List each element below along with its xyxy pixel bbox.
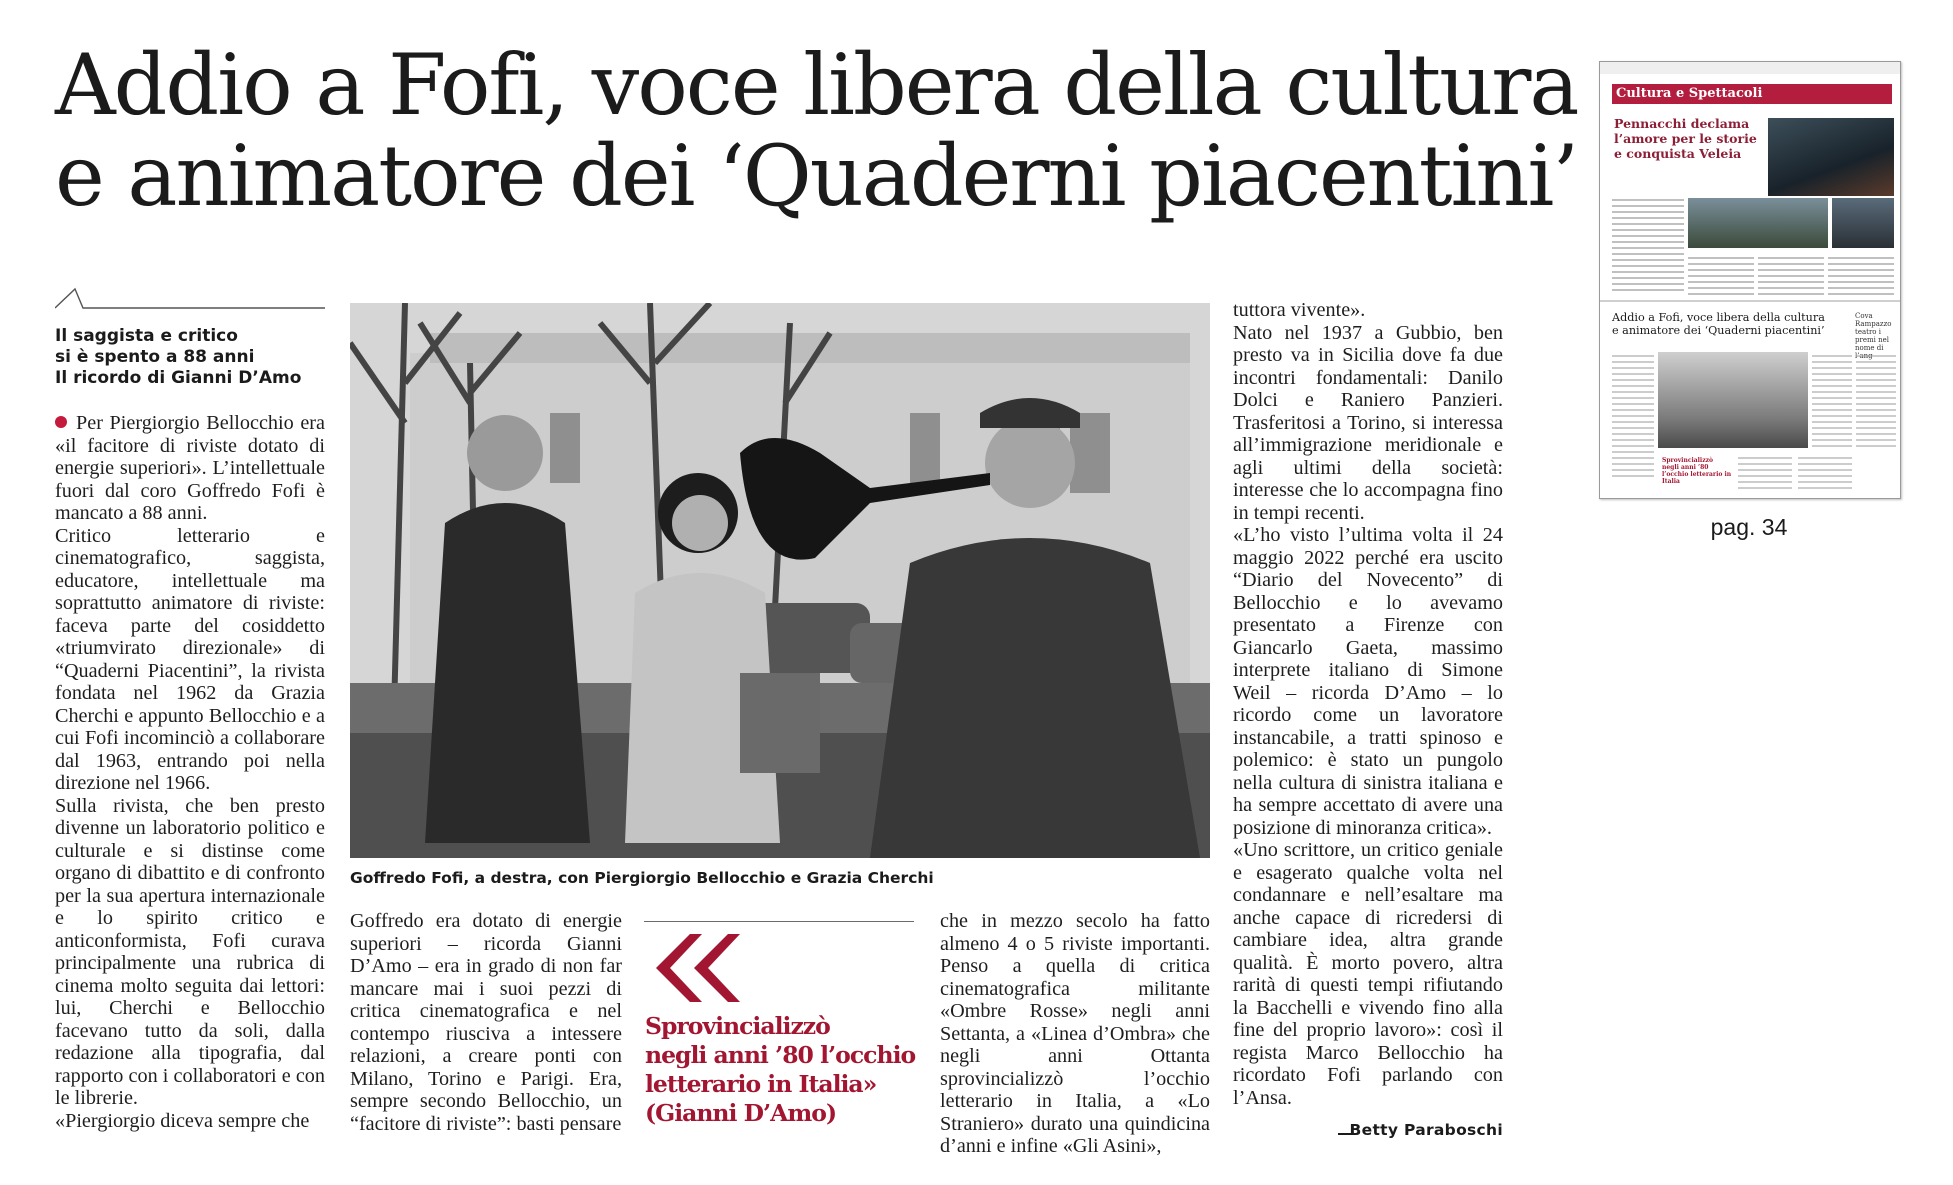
paragraph: Goffredo era dotato di energie superiori – ricorda Gianni D’Amo – era in grado di non far mancare mai i suoi pezzi di critica cinematografica e nel contempo riusciva a intessere relazioni, a creare ponti con Milano, Torino e Parigi. Era, sempre secondo Bellocchio, un “facitore di riviste”: basti pensare xyxy=(350,910,622,1135)
quote-mark-icon xyxy=(652,934,742,1002)
paragraph: «Uno scrittore, un critico geniale e esagerato qualche volta nel condannare e nell’esaltare ma anche capace di ricredersi di cambiare idea, altra grande qualità. È morto povero, altra rarità di questi tempi rifiutando la Bacchelli e vivendo fino alla fine del proprio lavoro»: così il regista Marco Bellocchio ha ricordato Fofi parlando con l’Ansa. xyxy=(1233,839,1503,1109)
photo-illustration xyxy=(350,303,1210,858)
pull-quote-rule xyxy=(644,921,914,922)
subhead-line-1: Il saggista e critico xyxy=(55,326,238,346)
thumbnail-section-label: Cultura e Spettacoli xyxy=(1612,84,1892,104)
article-column-4 xyxy=(1233,299,1503,1109)
section-rule xyxy=(55,285,325,309)
thumbnail-headline-line-2: e animatore dei ‘Quaderni piacentini’ xyxy=(1612,324,1825,337)
paragraph: «L’ho visto l’ultima volta il 24 maggio 2022 perché era uscito “Diario del Novecento” di Bellocchio e lo avevamo presentato a Firenze con Giancarlo Gaeta, massimo interprete italiano di Simone Weil – ricorda D’Amo – lo ricordo come un lavoratore instancabile, a tratti spinoso e polemico: è stato un pungolo nella cultura di sinistra italiana e ha sempre accettato di avere una posizione di minoranza critica». xyxy=(1233,524,1503,839)
article-column-1 xyxy=(55,412,325,1132)
thumbnail-photo xyxy=(1832,198,1894,248)
page-thumbnail[interactable] xyxy=(1599,61,1901,499)
bullet-dot-icon xyxy=(55,416,67,428)
lead-text: Per Piergiorgio Bellocchio era «il facitore di riviste dotato di energie superiori». L’intellettuale fuori dal coro Goffredo Fofi è mancato a 88 anni. xyxy=(55,412,325,524)
lead-paragraph xyxy=(55,412,325,525)
pull-quote-attribution: (Gianni D’Amo) xyxy=(645,1099,837,1127)
pull-quote xyxy=(645,1012,925,1128)
headline-line-2: e animatore dei ‘Quaderni piacentini’ xyxy=(55,127,1578,225)
thumbnail-text-block xyxy=(1612,196,1686,296)
thumbnail-quote: Sprovincializzò negli anni ’80 l’occhio letterario in Italia xyxy=(1662,457,1732,485)
thumbnail-text-block xyxy=(1812,352,1896,452)
paragraph: Nato nel 1937 a Gubbio, ben presto va in Sicilia dove fa due incontri fondamentali: Danilo Dolci e Raniero Panzieri. Trasferitosi a Torino, si interessa all’immigrazione meridionale e agli ultimi della società: interesse che lo accompagna fino in tempi recenti. xyxy=(1233,321,1503,524)
paragraph: Critico letterario e cinematografico, saggista, educatore, intellettuale ma soprattutto animatore di riviste: faceva parte del cosiddetto «triumvirato direzionale» di “Quaderni Piacentini”, la rivista fondata nel 1962 da Grazia Cherchi e appunto Bellocchio e a cui Fofi incominciò a collaborare dal 1963, entrando poi nella direzione nel 1966. xyxy=(55,524,325,794)
subheadline xyxy=(55,326,325,389)
thumbnail-headline-line-1: Addio a Fofi, voce libera della cultura xyxy=(1612,311,1825,324)
pull-quote-line-1: Sprovincializzò xyxy=(645,1012,830,1040)
article-column-3 xyxy=(940,910,1210,1158)
byline: Betty Paraboschi xyxy=(1349,1121,1503,1139)
thumbnail-top-strip xyxy=(1600,62,1900,74)
subhead-line-2: si è spento a 88 anni xyxy=(55,347,255,367)
thumbnail-text-block xyxy=(1612,352,1656,492)
thumbnail-headline xyxy=(1612,311,1852,337)
thumbnail-divider xyxy=(1600,300,1900,302)
page-number-label[interactable]: pag. 34 xyxy=(1710,514,1788,540)
pull-quote-line-3: letterario in Italia» xyxy=(645,1070,877,1098)
headline xyxy=(55,36,1578,225)
article-column-2 xyxy=(350,910,622,1135)
paragraph: tuttora vivente». xyxy=(1233,299,1366,321)
paragraph: Sulla rivista, che ben presto divenne un laboratorio politico e culturale e si distinse come organo di dibattito e di confronto per la sua apertura internazionale e lo spirito critico e anticonformista, Fofi curava principalmente una rubrica di cinema molto seguita dai lettori: lui, Cherchi e Bellocchio facevano tutto da soli, dalla redazione alla tipografia, dal rapporto con i collaboratori e con le librerie. xyxy=(55,794,325,1109)
thumbnail-photo xyxy=(1688,198,1828,248)
thumbnail-text-block xyxy=(1738,454,1852,494)
thumbnail-headline-top: Pennacchi declama l’amore per le storie e conquista Veleia xyxy=(1614,116,1757,161)
thumbnail-text-block xyxy=(1688,254,1894,298)
article-photo xyxy=(350,303,1210,858)
paragraph: che in mezzo secolo ha fatto almeno 4 o 5 riviste importanti. Penso a quella di critica cinematografica militante «Ombre Rosse» negli anni Settanta, a «Linea d’Ombra» che negli anni Ottanta sprovincializzò l’occhio letterario in Italia, a «Lo Straniero» durato una quindicina d’anni e infine «Gli Asini», xyxy=(940,910,1210,1157)
photo-caption: Goffredo Fofi, a destra, con Piergiorgio Bellocchio e Grazia Cherchi xyxy=(350,869,934,887)
paragraph: «Piergiorgio diceva sempre che xyxy=(55,1109,310,1132)
pull-quote-line-2: negli anni ’80 l’occhio xyxy=(645,1041,916,1069)
thumbnail-photo xyxy=(1658,352,1808,448)
thumbnail-photo xyxy=(1768,118,1894,196)
subhead-line-3: Il ricordo di Gianni D’Amo xyxy=(55,368,302,388)
headline-line-1: Addio a Fofi, voce libera della cultura xyxy=(55,36,1578,134)
thumbnail-side-text: Cova Rampazzo teatro i premi nel nome di l’ang xyxy=(1855,312,1892,360)
